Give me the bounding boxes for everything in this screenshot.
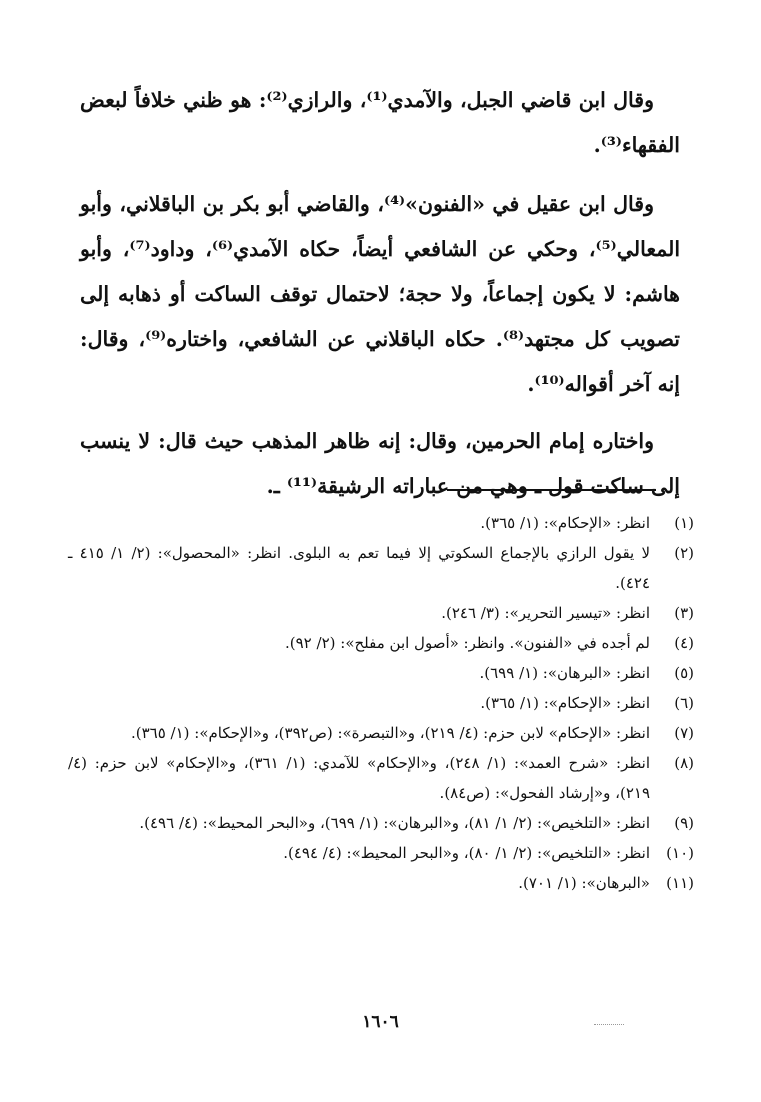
footnote — [68, 598, 694, 628]
footnote-text: انظر: «التلخيص»: (٢/ ١/ ٨٠)، و«البحر المحيط»: (٤/ ٤٩٤). — [283, 844, 650, 862]
footnote-number: (٦) — [674, 694, 694, 712]
footnote-text: «البرهان»: (١/ ٧٠١). — [518, 874, 650, 892]
footnote-separator — [447, 489, 656, 491]
footnote-text: لم أجده في «الفنون». وانظر: «أصول ابن مفلح»: (٢/ ٩٢). — [285, 634, 650, 652]
main-paragraph: وقال ابن قاضي الجبل، والآمدي⁽¹⁾، والرازي⁽²⁾: هو ظني خلافاً لبعض الفقهاء⁽³⁾. — [80, 88, 680, 157]
footnote — [68, 838, 694, 868]
footnote-text: لا يقول الرازي بالإجماع السكوتي إلا فيما تعم به البلوى. انظر: «المحصول»: (٢/ ١/ ٤١٥ ـ ٤٢٤). — [68, 544, 651, 592]
footnote — [68, 808, 694, 838]
footnote-number: (٤) — [674, 634, 694, 652]
footnote-text: انظر: «الإحكام»: (١/ ٣٦٥). — [480, 514, 650, 532]
footnote — [68, 868, 694, 898]
scan-mark — [594, 1024, 624, 1025]
main-paragraph: واختاره إمام الحرمين، وقال: إنه ظاهر المذهب حيث قال: لا ينسب إلى ساكت قول ـ وهي من عباراته الرشيقة⁽¹¹⁾ ـ. — [80, 429, 680, 498]
footnote — [68, 748, 694, 808]
footnote-text: انظر: «تيسير التحرير»: (٣/ ٢٤٦). — [441, 604, 650, 622]
footnote-number: (٣) — [674, 604, 694, 622]
footnote-text: انظر: «الإحكام» لابن حزم: (٤/ ٢١٩)، و«التبصرة»: (ص٣٩٢)، و«الإحكام»: (١/ ٣٦٥). — [130, 724, 650, 742]
footnote-text: انظر: «التلخيص»: (٢/ ١/ ٨١)، و«البرهان»: (١/ ٦٩٩)، و«البحر المحيط»: (٤/ ٤٩٦). — [139, 814, 650, 832]
footnote-number: (١٠) — [666, 844, 694, 862]
footnote-number: (٢) — [674, 544, 694, 562]
footnote-number: (١١) — [666, 874, 694, 892]
footnote — [68, 718, 694, 748]
footnote-number: (٨) — [674, 754, 694, 772]
main-text — [80, 78, 680, 519]
footnote — [68, 658, 694, 688]
footnotes — [68, 508, 694, 898]
footnote — [68, 628, 694, 658]
footnote-text: انظر: «البرهان»: (١/ ٦٩٩). — [479, 664, 650, 682]
footnote-number: (٩) — [674, 814, 694, 832]
footnote — [68, 688, 694, 718]
main-paragraph: وقال ابن عقيل في «الفنون»⁽⁴⁾، والقاضي أبو بكر بن الباقلاني، وأبو المعالي⁽⁵⁾، وحكي عن الشافعي أيضاً، حكاه الآمدي⁽⁶⁾، وداود⁽⁷⁾، وأبو هاشم: لا يكون إجماعاً، ولا حجة؛ لاحتمال توقف الساكت أو ذهابه إلى تصويب كل مجتهد⁽⁸⁾. حكاه الباقلاني عن الشافعي، واختاره⁽⁹⁾، وقال: إنه آخر أقواله⁽¹⁰⁾. — [80, 192, 681, 396]
footnote — [68, 508, 694, 538]
footnote — [68, 538, 694, 598]
footnote-text: انظر: «شرح العمد»: (١/ ٢٤٨)، و«الإحكام» للآمدي: (١/ ٣٦١)، و«الإحكام» لابن حزم: (٤/ ٢١٩)، و«إرشاد الفحول»: (ص٨٤). — [68, 754, 650, 802]
footnote-number: (١) — [674, 514, 694, 532]
footnote-text: انظر: «الإحكام»: (١/ ٣٦٥). — [480, 694, 650, 712]
footnote-number: (٥) — [674, 664, 694, 682]
page-number: ١٦٠٦ — [362, 1012, 399, 1032]
footnote-number: (٧) — [674, 724, 694, 742]
